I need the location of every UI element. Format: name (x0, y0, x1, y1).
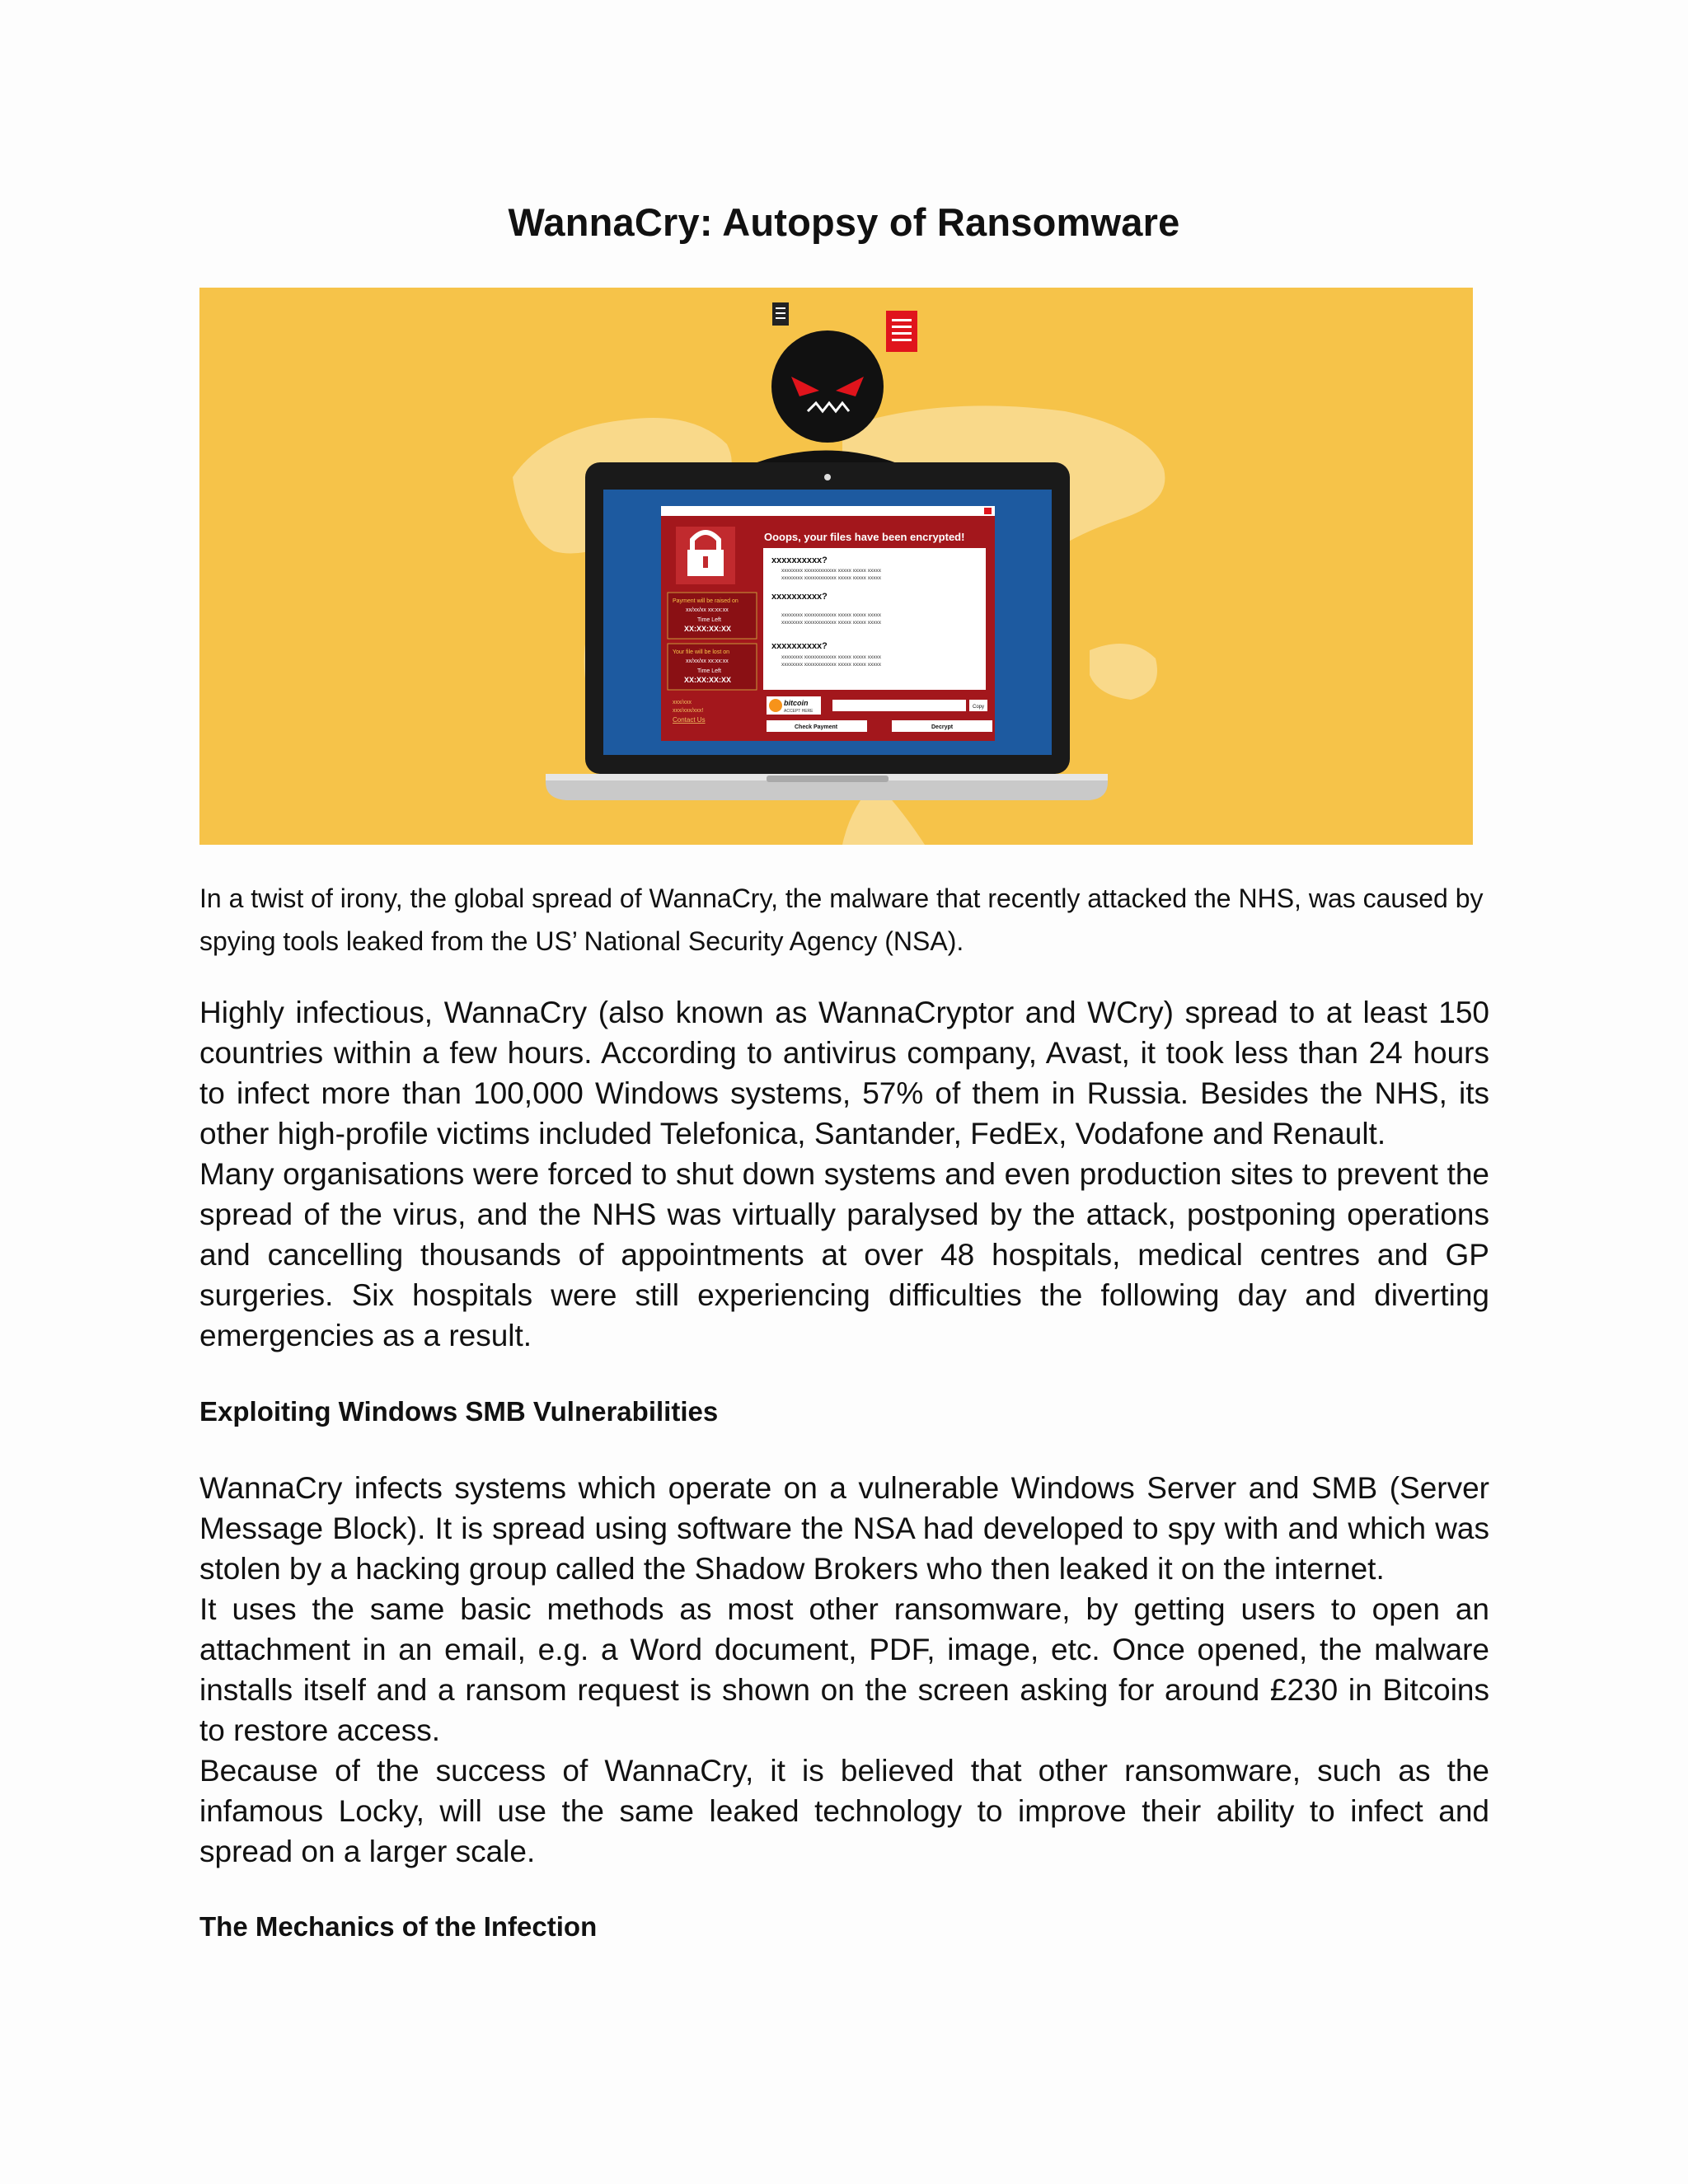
question-1: xxxxxxxxxx? (771, 555, 828, 565)
time-left-label: Time Left (697, 617, 721, 623)
body-paragraph-2: Many organisations were forced to shut down systems and even production sites to prevent the spread of the virus, and the NHS was virtually paralysed by the attack, postponing operations and cancelling thousands of appointments at over 48 hospitals, medical centres and GP surgeries. Six hospitals were still experiencing difficulties the following day and diverting emergencies as a result. (199, 1157, 1489, 1352)
question-2: xxxxxxxxxx? (771, 592, 828, 602)
filler-2a: xxxxxxxx xxxxxxxxxxxx xxxxx xxxxx xxxxx (781, 612, 881, 618)
time-left-value-2: XX:XX:XX:XX (684, 676, 732, 684)
body-paragraph-3: WannaCry infects systems which operate on a vulnerable Windows Server and SMB (Server Message Block). It is spread using software the NSA had developed to spy with and which was stolen by a hacking group called the Shadow Brokers who then leaked it on the internet. (199, 1471, 1489, 1586)
bitcoin-label: bitcoin (784, 699, 809, 707)
copy-button-label: Copy (973, 705, 985, 710)
filler-1a: xxxxxxxx xxxxxxxxxxxx xxxxx xxxxx xxxxx (781, 568, 881, 574)
time-left-label-2: Time Left (697, 668, 721, 674)
time-left-value: XX:XX:XX:XX (684, 625, 732, 633)
link-2[interactable]: xxx/xxx/xxx! (673, 708, 704, 714)
question-3: xxxxxxxxxx? (771, 641, 828, 651)
files-lost-date: xx/xx/xx xx:xx:xx (686, 658, 729, 664)
hero-illustration (199, 288, 1473, 845)
check-payment-label: Check Payment (795, 724, 838, 730)
filler-3b: xxxxxxxx xxxxxxxxxxxx xxxxx xxxxx xxxxx (781, 662, 881, 668)
bitcoin-address-field[interactable] (832, 700, 966, 711)
document-icon (772, 302, 789, 326)
intro-paragraph: In a twist of irony, the global spread of WannaCry, the malware that recently attacked the NHS, was caused by spying tools leaked from the US’ National Security Agency (NSA). (199, 883, 1484, 956)
filler-3a: xxxxxxxx xxxxxxxxxxxx xxxxx xxxxx xxxxx (781, 654, 881, 660)
page-title: WannaCry: Autopsy of Ransomware (508, 200, 1180, 244)
section-heading-smb: Exploiting Windows SMB Vulnerabilities (199, 1396, 719, 1427)
bitcoin-sub: ACCEPT HERE (784, 709, 814, 714)
dialog-title: Ooops, your files have been encrypted! (764, 531, 965, 543)
filler-2b: xxxxxxxx xxxxxxxxxxxx xxxxx xxxxx xxxxx (781, 620, 881, 626)
padlock-icon (676, 527, 735, 584)
contact-us-link[interactable]: Contact Us (673, 716, 706, 724)
encrypted-document-icon (886, 311, 917, 352)
payment-raise-date: xx/xx/xx xx:xx:xx (686, 607, 729, 613)
body-paragraph-1: Highly infectious, WannaCry (also known as WannaCryptor and WCry) spread to at least 150 countries within a few hours. According to antivirus company, Avast, it took less than 24 hours to infect more than 100,000 Windows systems, 57% of them in Russia. Besides the NHS, its other high-profile victims included Telefonica, Santander, FedEx, Vodafone and Renault. (199, 996, 1489, 1151)
payment-raise-label: Payment will be raised on (673, 598, 738, 604)
decrypt-label: Decrypt (931, 724, 954, 730)
bitcoin-icon (769, 699, 782, 712)
section-heading-mechanics: The Mechanics of the Infection (199, 1911, 598, 1942)
filler-1b: xxxxxxxx xxxxxxxxxxxx xxxxx xxxxx xxxxx (781, 575, 881, 581)
files-lost-label: Your file will be lost on (673, 649, 730, 655)
body-paragraph-4: It uses the same basic methods as most other ransomware, by getting users to open an attachment in an email, e.g. a Word document, PDF, image, etc. Once opened, the malware installs itself and a ransom request is shown on the screen asking for around £230 in Bitcoins to restore access. (199, 1592, 1489, 1747)
ransom-dialog (661, 506, 995, 741)
link-1[interactable]: xxx/xxx (673, 700, 692, 705)
body-paragraph-5: Because of the success of WannaCry, it is believed that other ransomware, such as the infamous Locky, will use the same leaked technology to improve their ability to infect and spread on a larger scale. (199, 1754, 1489, 1868)
